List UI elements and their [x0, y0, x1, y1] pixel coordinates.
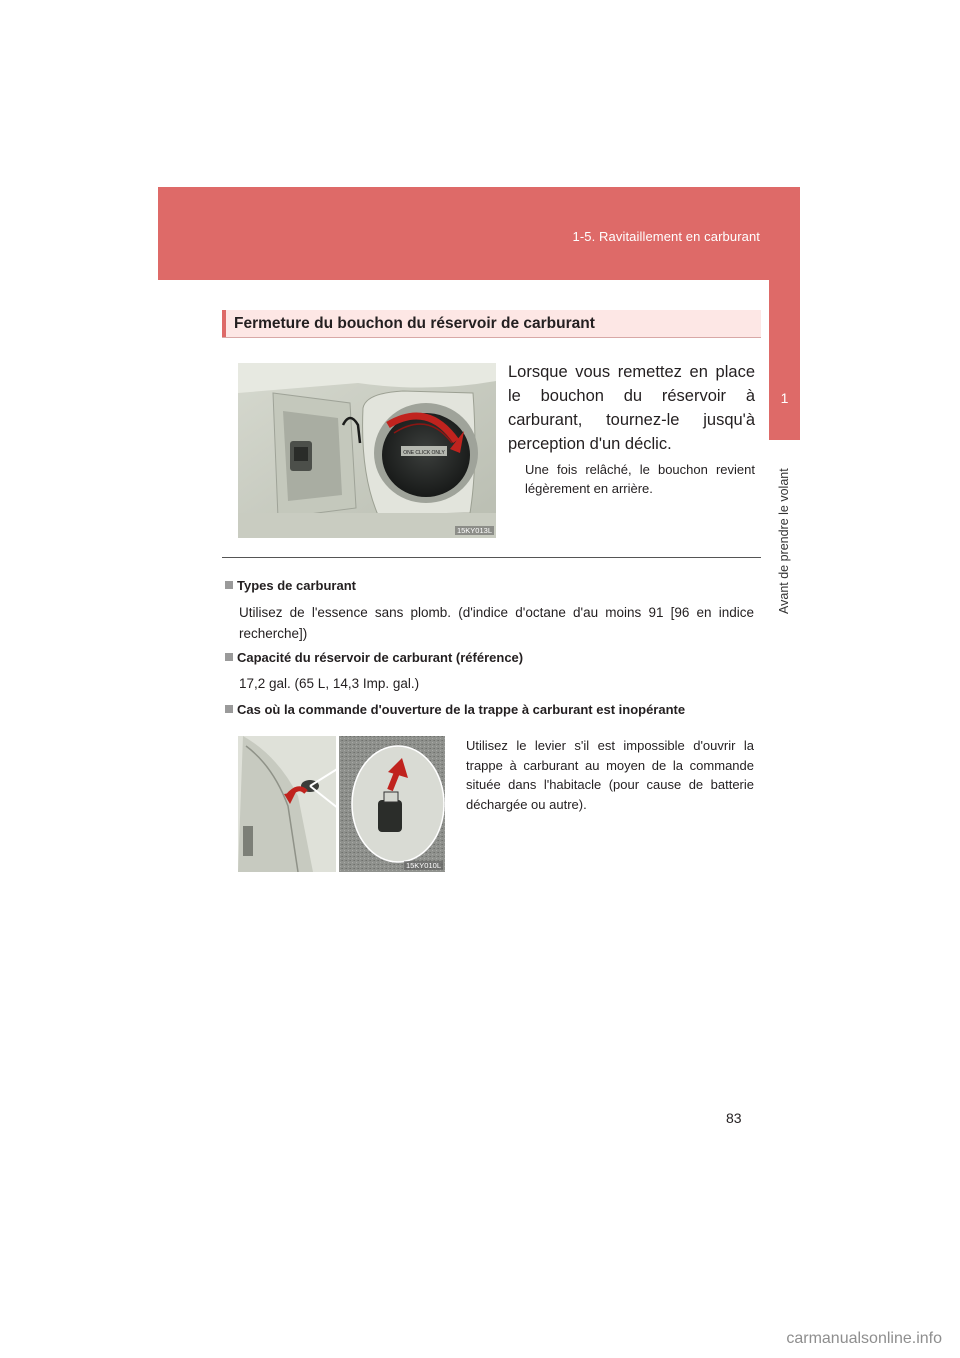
note-heading-text: Cas où la commande d'ouverture de la trappe à carburant est inopérante [237, 702, 686, 717]
page-number: 83 [726, 1110, 742, 1126]
note-heading-fuel-door-inoperable [225, 702, 685, 717]
square-bullet-icon [225, 653, 233, 661]
chapter-label: Avant de prendre le volant [777, 468, 791, 614]
chapter-label-container [774, 454, 794, 614]
cap-label: ONE CLICK ONLY [403, 450, 445, 456]
watermark: carmanualsonline.info [786, 1330, 942, 1347]
note-heading-text: Types de carburant [237, 578, 356, 593]
section-underline [222, 337, 761, 338]
fuel-cap-illustration [238, 363, 496, 538]
fuel-door-lever-photo [238, 736, 445, 872]
section-title: Fermeture du bouchon du réservoir de carburant [234, 315, 595, 332]
instruction-note: Une fois relâché, le bouchon revient légèrement en arrière. [525, 462, 755, 496]
fuel-door-lever-illustration [238, 736, 445, 872]
figure-code: 15KY010L [405, 861, 441, 870]
note-heading-tank-capacity [225, 650, 523, 665]
note-heading-fuel-types [225, 578, 356, 593]
header-band [158, 187, 800, 280]
note-body-tank-capacity: 17,2 gal. (65 L, 14,3 Imp. gal.) [239, 676, 420, 691]
section-breadcrumb: 1-5. Ravitaillement en carburant [572, 229, 760, 244]
square-bullet-icon [225, 581, 233, 589]
section-heading [222, 310, 761, 338]
chapter-number: 1 [780, 390, 789, 406]
section-divider [222, 557, 761, 558]
square-bullet-icon [225, 705, 233, 713]
section-heading-bar [222, 310, 226, 338]
instruction-lead: Lorsque vous remettez en place le bouchon du réservoir à carburant, tournez-le jusqu'à perception d'un déclic. [508, 363, 755, 453]
figure-code: 15KY013L [456, 526, 492, 535]
note-heading-text: Capacité du réservoir de carburant (référence) [237, 650, 524, 665]
chapter-tab [769, 280, 800, 440]
note-body-fuel-types: Utilisez de l'essence sans plomb. (d'indice d'octane d'au moins 91 [96 en indice recherche]) [239, 605, 754, 641]
fuel-cap-photo [238, 363, 496, 538]
note-body-fuel-door-inoperable: Utilisez le levier s'il est impossible d'ouvrir la trappe à carburant au moyen de la commande située dans l'habitacle (pour cause de batterie déchargée ou autre). [466, 738, 754, 812]
